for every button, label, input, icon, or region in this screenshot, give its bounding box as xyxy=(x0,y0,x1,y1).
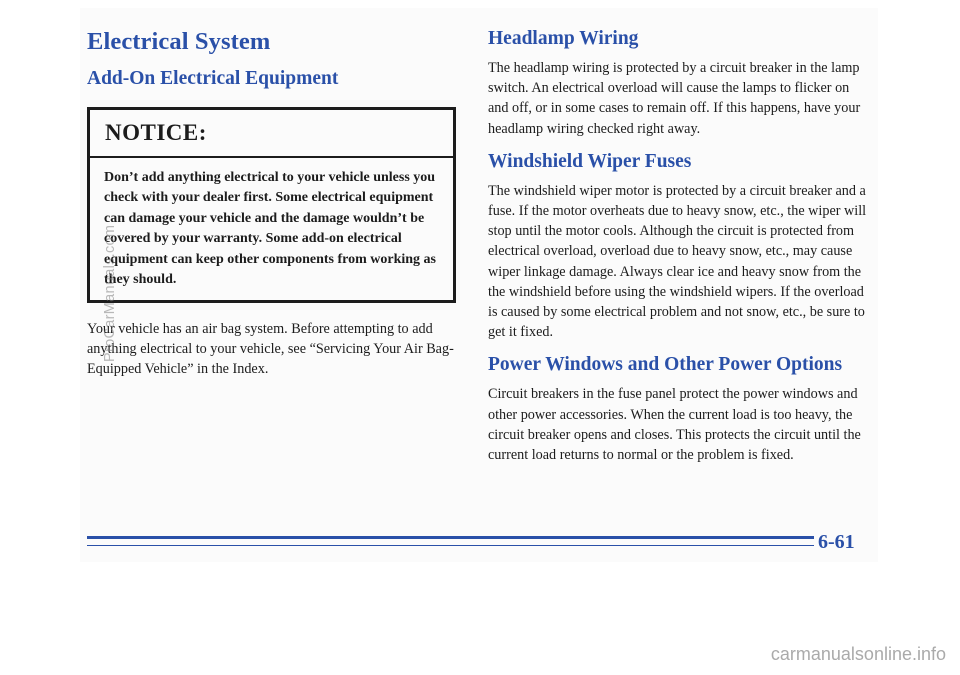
footer-rule-thin xyxy=(87,545,814,546)
power-windows-paragraph: Circuit breakers in the fuse panel protect the power windows and other power accessories. When the current load is too heavy, the circuit breaker opens and closes. This protects the circuit until the current load returns to normal or the problem is fixed. xyxy=(488,386,861,464)
notice-body: Don’t add anything electrical to your vehicle unless you check with your dealer first. Some electrical equipment can damage your vehicle and the damage wouldn’t be covered by your warranty. Some add-on electrical equipment can keep other components from working as they should. xyxy=(104,170,436,288)
site-watermark: carmanualsonline.info xyxy=(770,644,946,664)
heading-headlamp-wiring: Headlamp Wiring xyxy=(488,28,639,49)
heading-windshield-wiper-fuses: Windshield Wiper Fuses xyxy=(488,150,692,172)
subheading-add-on-electrical: Add-On Electrical Equipment xyxy=(87,68,339,89)
footer-rule-thick xyxy=(87,536,814,539)
heading-power-windows: Power Windows and Other Power Options xyxy=(488,354,843,376)
notice-heading: NOTICE: xyxy=(90,110,453,158)
right-column xyxy=(488,28,868,465)
notice-box xyxy=(87,107,456,303)
watermark-text: ProCarManuals.com xyxy=(102,224,118,362)
headlamp-wiring-paragraph: The headlamp wiring is protected by a circuit breaker in the lamp switch. An electrical overload will cause the lamps to flicker on and off, or in some cases to remain off. If this happens, have your headlamp wiring checked right away. xyxy=(488,60,861,137)
air-bag-paragraph: Your vehicle has an air bag system. Before attempting to add anything electrical to your vehicle, see “Servicing Your Air Bag-Equipped Vehicle” in the Index. xyxy=(87,321,454,378)
windshield-wiper-paragraph: The windshield wiper motor is protected by a circuit breaker and a fuse. If the motor overheats due to heavy snow, etc., the wiper will stop until the motor cools. Although the circuit is protected from electrical overload, overload due to heavy snow, etc., may cause wiper linkage damage. Always clear ice and heavy snow from the the windshield before using the windshield wipers. If the overload is caused by some electrical problem and not snow, etc., be sure to get it fixed. xyxy=(488,182,867,341)
left-column xyxy=(87,28,462,380)
section-title: Electrical System xyxy=(87,28,271,55)
page-number: 6-61 xyxy=(818,531,855,553)
